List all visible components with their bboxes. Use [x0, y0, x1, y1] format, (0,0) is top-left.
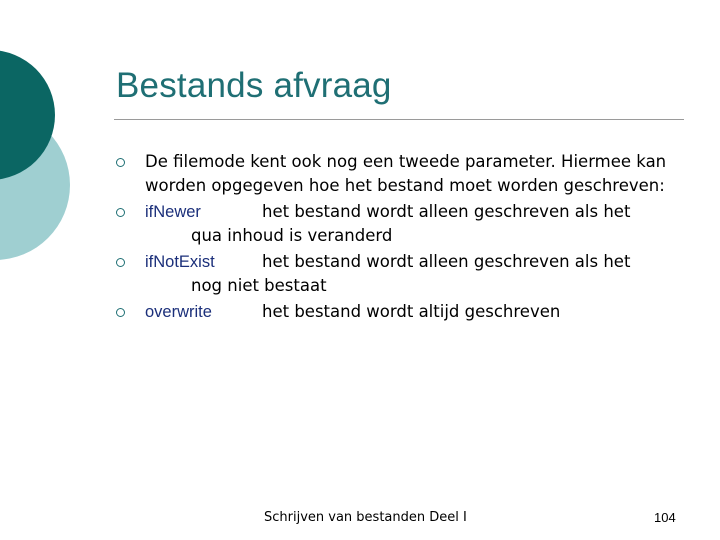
bullet-list	[116, 150, 686, 326]
page-number: 104	[654, 510, 676, 525]
slide-footer: Schrijven van bestanden Deel I	[264, 510, 467, 525]
bullet-keyword: overwrite	[145, 303, 212, 321]
bullet-circle-icon	[116, 158, 125, 167]
bullet-text: het bestand wordt alleen geschreven als het	[262, 202, 631, 221]
bullet-item-overwrite	[116, 300, 686, 324]
bullet-continuation: qua inhoud is veranderd	[191, 226, 393, 245]
bullet-item-filemode	[116, 150, 686, 198]
slide-title: Bestands afvraag	[116, 66, 392, 105]
bullet-item-ifnotexist	[116, 250, 686, 298]
bullet-circle-icon	[116, 208, 125, 217]
decorative-circles	[0, 0, 120, 320]
bullet-keyword: ifNewer	[145, 203, 201, 221]
bullet-keyword: ifNotExist	[145, 253, 215, 271]
bullet-continuation: nog niet bestaat	[191, 276, 327, 295]
bullet-text: De filemode kent ook nog een tweede parameter. Hiermee kan worden opgegeven hoe het bestand moet worden geschreven:	[145, 152, 667, 195]
bullet-text: het bestand wordt alleen geschreven als het	[262, 252, 631, 271]
bullet-circle-icon	[116, 308, 125, 317]
bullet-text: het bestand wordt altijd geschreven	[262, 302, 561, 321]
bullet-item-ifnewer	[116, 200, 686, 248]
title-divider	[114, 119, 684, 120]
bullet-circle-icon	[116, 258, 125, 267]
